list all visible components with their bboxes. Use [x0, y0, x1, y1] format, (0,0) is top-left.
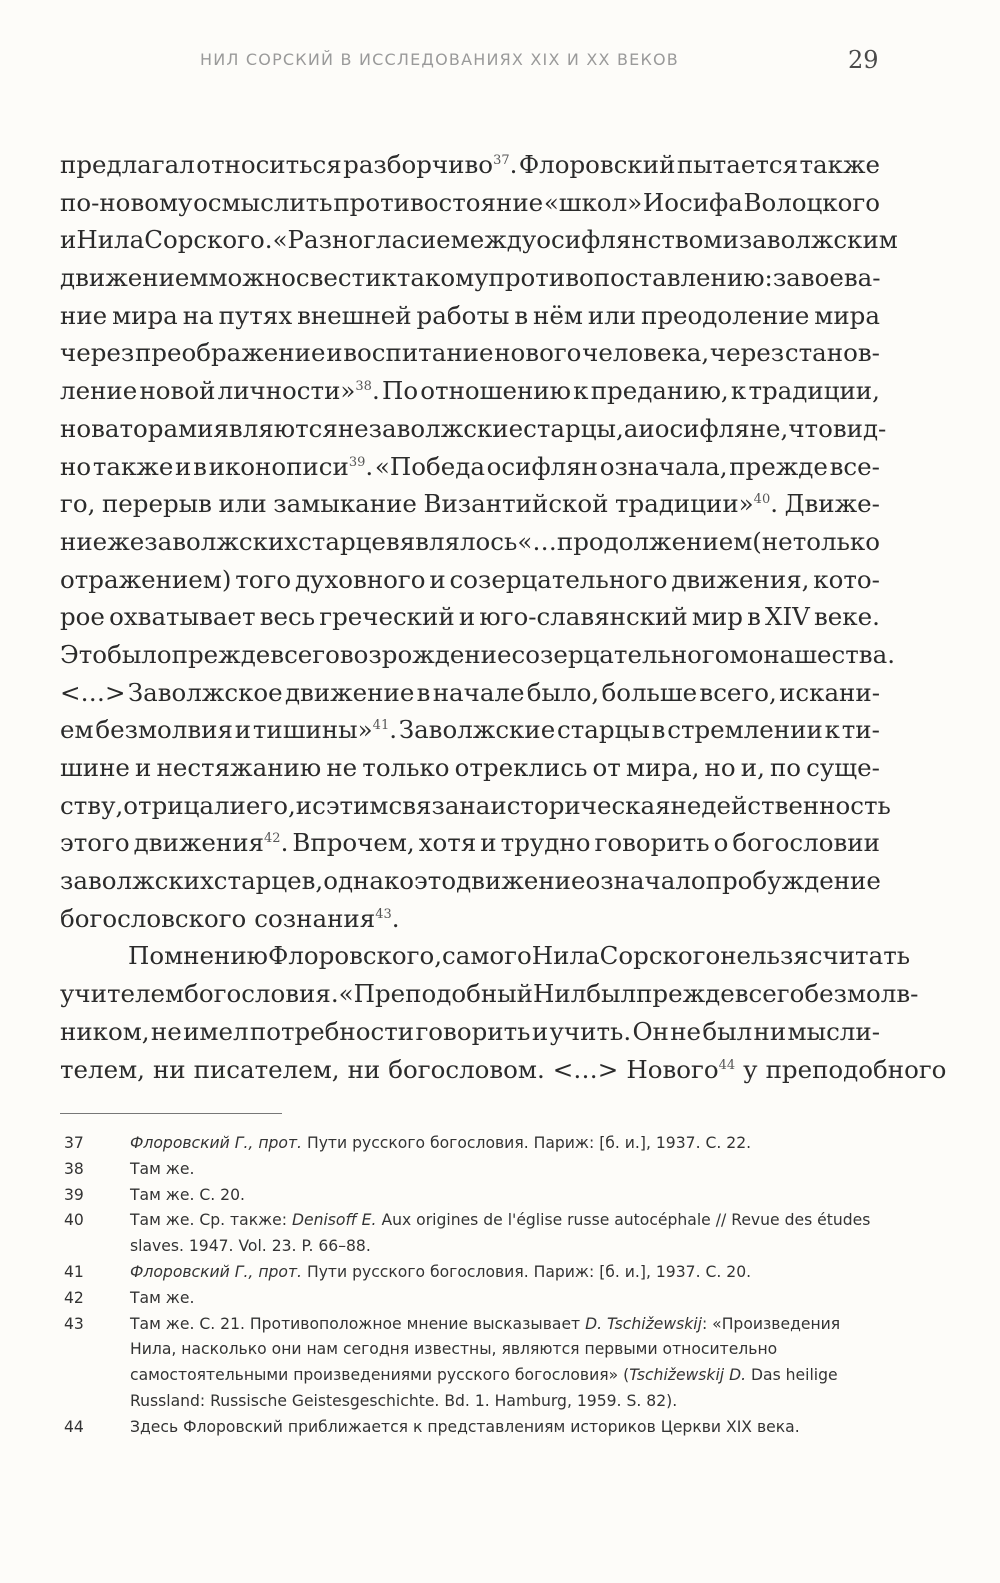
text-line	[60, 749, 880, 787]
word: прежде	[171, 639, 271, 669]
word: только	[792, 526, 880, 556]
word: старцев,	[213, 866, 324, 896]
word: и	[531, 1016, 549, 1046]
word: тишины»$^{41}$.	[252, 715, 398, 745]
word: внешней	[297, 300, 412, 330]
footnote-ref[interactable]: 40	[753, 492, 771, 508]
word: больше	[601, 677, 698, 707]
word: мира	[112, 300, 178, 330]
footnote-number: 39	[64, 1185, 84, 1204]
word: ем	[60, 715, 94, 745]
word: мнению	[164, 941, 268, 971]
word: этого	[60, 828, 130, 858]
text-line	[60, 259, 880, 297]
footnote	[60, 1208, 880, 1260]
word: только	[362, 753, 450, 782]
text-line	[60, 523, 880, 561]
footnote-ref[interactable]: 39	[348, 454, 366, 470]
page-number: 29	[848, 46, 879, 74]
word: ние	[60, 300, 108, 330]
word: в	[514, 300, 529, 330]
word: По	[128, 941, 165, 971]
word: Византийской	[423, 489, 609, 519]
word: старцы	[557, 715, 650, 745]
footnotes	[60, 1131, 880, 1441]
text-line	[60, 900, 880, 938]
footnote	[60, 1260, 880, 1286]
text-line	[60, 221, 898, 259]
word: <…>	[552, 1054, 619, 1084]
word: искани-	[779, 677, 880, 707]
word: мира,	[625, 753, 700, 782]
word: противопоставлению:	[488, 263, 773, 293]
word: или	[218, 489, 267, 519]
word: работы	[416, 300, 510, 330]
main-text	[60, 146, 947, 1088]
word: монашества.	[729, 639, 895, 669]
word: богословом.	[388, 1054, 545, 1084]
word: и	[722, 225, 739, 255]
word: и	[429, 564, 446, 594]
word: по-новому	[60, 187, 193, 217]
word: мира	[814, 300, 880, 330]
word: к	[824, 715, 840, 745]
word: <…>	[60, 677, 126, 707]
word: «Разногласие	[272, 225, 451, 255]
word: по	[769, 753, 802, 782]
text-line	[60, 1051, 947, 1089]
word: Сорского.	[144, 225, 273, 255]
word: ление	[60, 376, 138, 406]
word: и,	[740, 753, 765, 782]
word: говорить	[594, 828, 710, 858]
word: «школ»	[543, 187, 643, 217]
word: старцев	[298, 526, 400, 556]
word: личности»$^{38}$.	[217, 376, 380, 406]
word: Заволжские	[398, 715, 556, 745]
word: такому	[396, 263, 489, 293]
word: а	[623, 413, 639, 443]
word: движения,	[671, 564, 810, 594]
word: преображение	[134, 338, 326, 368]
word: отреклись	[454, 753, 588, 782]
word: «…продолжением	[517, 526, 753, 556]
text-line	[60, 674, 880, 712]
word: в	[193, 451, 207, 481]
word: XIV	[765, 602, 810, 632]
word: ни	[347, 1054, 381, 1084]
word: историческая	[490, 790, 671, 820]
footnote-text: Флоровский Г., прот. Пути русского богословия. Париж: [б. и.], 1937. С. 20.	[130, 1262, 752, 1281]
word: учить.	[549, 1016, 632, 1046]
word: все-	[829, 451, 880, 481]
word: мир	[691, 602, 743, 632]
word: Заволжское	[127, 677, 283, 707]
word: веке.	[814, 602, 880, 632]
word: путях	[218, 300, 293, 330]
word: Сорского	[599, 941, 721, 971]
word: и	[135, 753, 152, 782]
word: заволжских	[144, 526, 299, 556]
word: созерцательного	[511, 639, 730, 669]
word: было	[107, 639, 172, 669]
word: потребности	[249, 1016, 415, 1046]
word: движением	[60, 263, 209, 293]
footnote-number: 42	[64, 1288, 84, 1307]
word: Это	[60, 639, 108, 669]
word: богословского	[60, 903, 247, 933]
word: но	[60, 451, 92, 481]
word: трудно	[500, 828, 591, 858]
footnote-number: 44	[64, 1417, 84, 1436]
word: Впрочем,	[292, 828, 415, 858]
word: Флоровского,	[268, 941, 443, 971]
word: Движе-	[784, 489, 880, 519]
text-line	[60, 372, 880, 410]
footnote-text: Там же. С. 20.	[130, 1185, 245, 1204]
word: осифлян	[486, 451, 598, 481]
footnote-text: Там же. Ср. также: Denisoff E. Aux origines de l'église russe autocéphale // Revue des études slaves. 1947. Vol. 23. P. 66–88.	[130, 1211, 871, 1256]
word: Волоцкого	[743, 187, 880, 217]
footnote-ref[interactable]: 42	[264, 831, 281, 847]
word: ни	[753, 1016, 787, 1046]
page-header	[0, 44, 1000, 84]
word: означала,	[599, 451, 728, 481]
word: отражением)	[60, 564, 232, 594]
word: говорить	[415, 1016, 531, 1046]
word: нестяжанию	[156, 753, 322, 782]
word: также	[799, 150, 880, 179]
word: но	[704, 753, 736, 782]
word: движение	[284, 677, 415, 707]
footnote-number: 43	[64, 1314, 84, 1333]
word: самого	[442, 941, 532, 971]
word: безмолв-	[804, 979, 919, 1009]
word: новаторами	[60, 413, 214, 443]
footnote-text: Там же.	[130, 1159, 195, 1178]
word: традиции,	[748, 376, 880, 406]
word: считать	[808, 941, 911, 971]
word: «Преподобный	[338, 979, 533, 1009]
word: противостояние	[333, 187, 544, 217]
word: можно	[208, 263, 296, 293]
word: ние	[60, 526, 108, 556]
word: перерыв	[101, 489, 212, 519]
text-line	[60, 598, 880, 636]
text-line	[60, 862, 880, 900]
word: недейственность	[670, 790, 891, 820]
word: не	[150, 1016, 182, 1046]
footnote-ref[interactable]: 37	[493, 152, 510, 168]
footnote	[60, 1131, 880, 1157]
word: с	[312, 790, 326, 820]
word: же	[107, 526, 145, 556]
word: являются	[213, 413, 338, 443]
word: и	[458, 602, 476, 632]
word: движение	[456, 866, 586, 896]
footnote-separator	[60, 1113, 282, 1114]
word: однако	[323, 866, 415, 896]
word: и	[480, 828, 497, 858]
footnote-text: Там же. С. 21. Противоположное мнение высказывает D. Tschižewskij: «Произведения Нила, насколько они нам сегодня известны, являются первыми относительно самостоятельными произведениями русского богословия» (Tschižewskij D. Das heilige Russland: Russische Geistesgeschichte. Bd. 1. Hamburg, 1959. S. 82).	[130, 1314, 841, 1410]
word: новой	[139, 376, 216, 406]
word: Он	[632, 1016, 669, 1046]
word: нём	[533, 300, 583, 330]
word: в	[416, 677, 431, 707]
word: заволжские	[368, 413, 524, 443]
word: осифлянством	[536, 225, 723, 255]
word: осмыслить	[193, 187, 333, 217]
text-line	[60, 711, 880, 749]
word: к	[573, 376, 589, 406]
word: кото-	[813, 564, 880, 594]
word: начале	[432, 677, 525, 707]
word: всего,	[699, 677, 777, 707]
word: телем,	[60, 1054, 145, 1084]
word: ником,	[60, 1016, 150, 1046]
word: суще-	[806, 753, 880, 782]
word: шине	[60, 753, 130, 782]
word: был	[702, 1016, 753, 1046]
word: не	[326, 753, 358, 782]
word: всего	[734, 979, 805, 1009]
text-line	[60, 975, 919, 1013]
word: от	[592, 753, 621, 782]
word: и	[234, 715, 252, 745]
word: рое	[60, 602, 105, 632]
word: отрицали	[123, 790, 246, 820]
word: на	[182, 300, 214, 330]
word: являлось	[399, 526, 518, 556]
footnote-text: Флоровский Г., прот. Пути русского богословия. Париж: [б. и.], 1937. С. 22.	[130, 1134, 752, 1152]
word: имел	[183, 1016, 249, 1046]
footnote	[60, 1183, 880, 1209]
word: того	[235, 564, 292, 594]
word: созерцательного	[449, 564, 668, 594]
word: богословии	[732, 828, 880, 858]
word: весь	[259, 602, 316, 632]
word: предлагал	[60, 150, 195, 179]
word: и	[326, 338, 343, 368]
footnote	[60, 1415, 880, 1441]
word: и	[295, 790, 313, 820]
word: иконописи$^{39}$.	[208, 451, 374, 481]
footnote-text: Там же.	[130, 1288, 195, 1307]
footnote-number: 37	[64, 1134, 84, 1152]
word: традиции»$^{40}$.	[615, 489, 779, 519]
word: что	[788, 413, 833, 443]
word: этим	[325, 790, 389, 820]
footnote-number: 38	[64, 1159, 84, 1178]
word: его,	[245, 790, 296, 820]
word: отношению	[420, 376, 571, 406]
text-line	[60, 334, 880, 372]
word: прежде	[729, 451, 828, 481]
word: греческий	[319, 602, 455, 632]
text-line	[60, 1013, 880, 1051]
word: через	[709, 338, 785, 368]
word: связана	[388, 790, 491, 820]
word: относиться	[196, 150, 342, 179]
word: безмолвия	[95, 715, 233, 745]
word: или	[587, 300, 637, 330]
footnote-number: 41	[64, 1262, 84, 1281]
word: Иосифа	[642, 187, 743, 217]
word: нельзя	[720, 941, 809, 971]
word: учителем	[60, 979, 185, 1009]
word: преодоление	[641, 300, 810, 330]
footnote-number: 40	[64, 1211, 84, 1230]
word: По	[381, 376, 419, 406]
word: «Победа	[374, 451, 485, 481]
word: ству,	[60, 790, 124, 820]
word: преданию,	[590, 376, 729, 406]
text-line	[60, 146, 880, 184]
word: охватывает	[109, 602, 256, 632]
word: Нила	[76, 225, 145, 255]
word: был	[586, 979, 637, 1009]
word: (не	[752, 526, 793, 556]
word: преподобного	[765, 1054, 947, 1084]
word: всего	[270, 639, 340, 669]
word: свести	[295, 263, 382, 293]
word: было,	[526, 677, 600, 707]
word: нового	[494, 338, 582, 368]
word: также	[92, 451, 174, 481]
word: возрождение	[339, 639, 512, 669]
word: Флоровский	[518, 150, 676, 179]
text-line	[60, 297, 880, 335]
word: прежде	[636, 979, 735, 1009]
word: между	[450, 225, 537, 255]
word: ти-	[841, 715, 880, 745]
word: хотя	[418, 828, 477, 858]
word: через	[60, 338, 135, 368]
word: пробуждение	[705, 866, 881, 896]
text-line	[60, 410, 887, 448]
text-line	[60, 485, 880, 523]
word: духовного	[294, 564, 426, 594]
footnote	[60, 1312, 880, 1415]
word: вид-	[832, 413, 887, 443]
word: Нил	[533, 979, 587, 1009]
footnote-ref[interactable]: 43	[375, 906, 392, 922]
word: замыкание	[273, 489, 417, 519]
running-head: НИЛ СОРСКИЙ В ИССЛЕДОВАНИЯХ XIX И XX ВЕКОВ	[200, 50, 679, 69]
word: юго-славянский	[479, 602, 688, 632]
word: в	[651, 715, 666, 745]
word: Нового$^{44}$	[626, 1054, 736, 1084]
word: не	[337, 413, 369, 443]
word: заволжских	[60, 866, 214, 896]
text-line	[60, 824, 880, 862]
word: иосифляне,	[638, 413, 789, 443]
text-line	[60, 937, 911, 975]
word: мысли-	[787, 1016, 880, 1046]
footnote	[60, 1286, 880, 1312]
text-line	[60, 184, 880, 222]
word: Нила	[531, 941, 600, 971]
word: писателем,	[193, 1054, 340, 1084]
word: воспитание	[343, 338, 494, 368]
word: не	[670, 1016, 702, 1046]
word: и	[60, 225, 77, 255]
text-line	[60, 636, 895, 674]
footnote-ref[interactable]: 41	[372, 718, 390, 734]
text-line	[60, 448, 880, 486]
word: человека,	[582, 338, 710, 368]
word: стремлении	[667, 715, 823, 745]
word: пытается	[676, 150, 799, 179]
word: го,	[60, 489, 96, 519]
word: о	[713, 828, 729, 858]
word: богословия.	[184, 979, 339, 1009]
footnote-text: Здесь Флоровский приближается к представлениям историков Церкви XIX века.	[130, 1417, 800, 1436]
word: станов-	[784, 338, 880, 368]
text-line	[60, 561, 880, 599]
footnote-ref[interactable]: 44	[718, 1057, 736, 1073]
word: означало	[585, 866, 706, 896]
word: сознания$^{43}$.	[254, 903, 400, 933]
word: в	[747, 602, 761, 632]
text-line	[60, 787, 891, 825]
word: завоева-	[772, 263, 881, 293]
word: это	[414, 866, 457, 896]
word: и	[175, 451, 192, 481]
word: ни	[152, 1054, 186, 1084]
word: разборчиво$^{37}$.	[343, 150, 518, 179]
word: к	[730, 376, 747, 406]
word: у	[743, 1054, 758, 1084]
footnote-ref[interactable]: 38	[355, 378, 372, 394]
word: старцы,	[523, 413, 624, 443]
footnote	[60, 1157, 880, 1183]
word: заволжским	[738, 225, 898, 255]
word: движения$^{42}$.	[133, 828, 289, 858]
word: к	[381, 263, 397, 293]
